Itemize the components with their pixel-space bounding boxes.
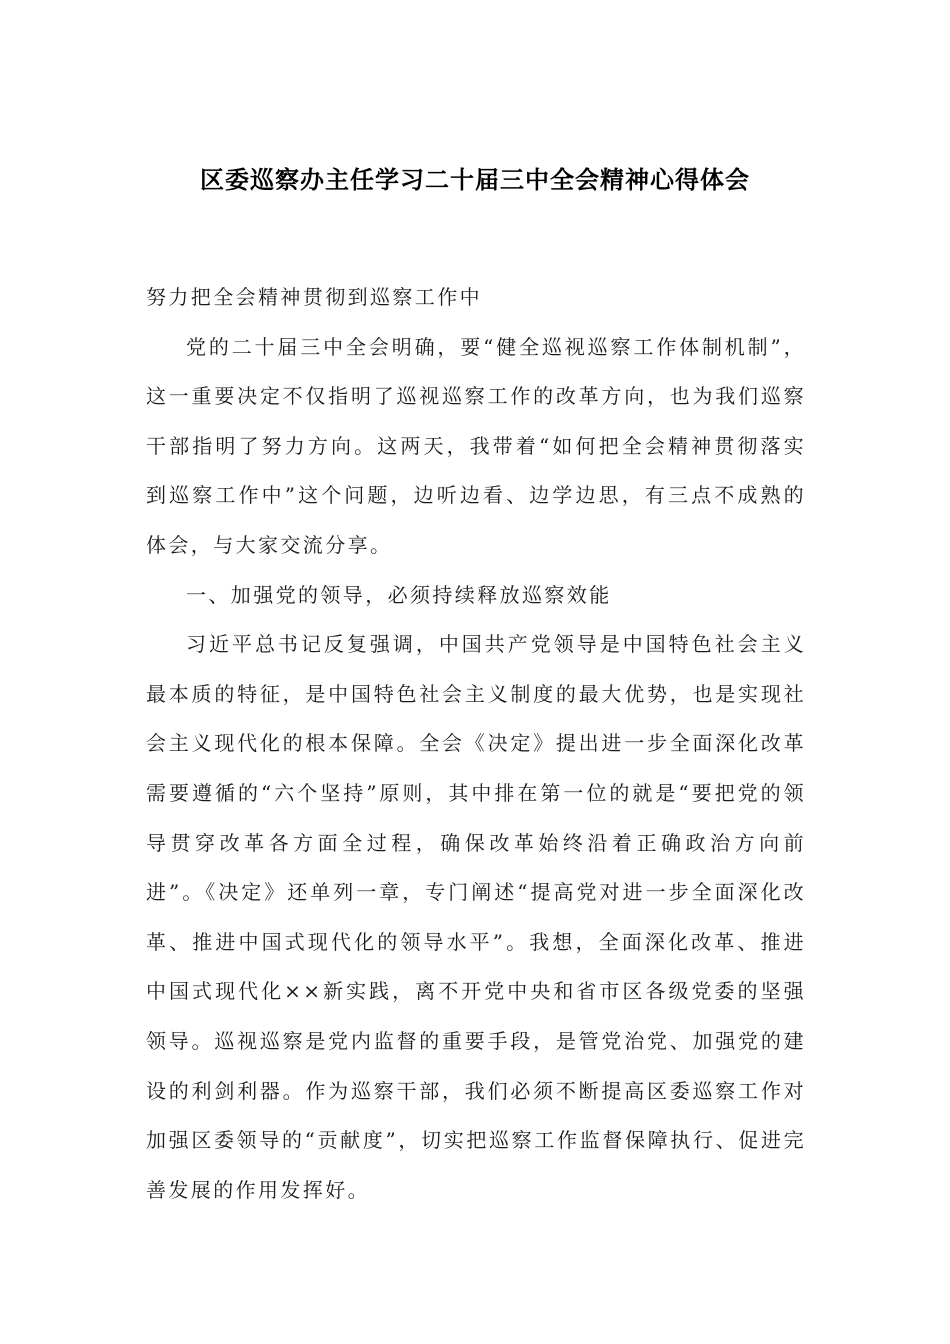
document-body: [146, 273, 806, 1215]
paragraph-section-1: 习近平总书记反复强调，中国共产党领导是中国特色社会主义最本质的特征，是中国特色社会主义制度的最大优势，也是实现社会主义现代化的根本保障。全会《决定》提出进一步全面深化改革需要遵循的“六个坚持”原则，其中排在第一位的就是“要把党的领导贯穿改革各方面全过程，确保改革始终沿着正确政治方向前进”。《决定》还单列一章，专门阐述“提高党对进一步全面深化改革、推进中国式现代化的领导水平”。我想，全面深化改革、推进中国式现代化××新实践，离不开党中央和省市区各级党委的坚强领导。巡视巡察是党内监督的重要手段，是管党治党、加强党的建设的利剑利器。作为巡察干部，我们必须不断提高区委巡察工作对加强区委领导的“贡献度”，切实把巡察工作监督保障执行、促进完善发展的作用发挥好。: [146, 632, 806, 1202]
document-title: 区委巡察办主任学习二十届三中全会精神心得体会: [200, 165, 750, 194]
paragraph-intro: 党的二十届三中全会明确，要“健全巡视巡察工作体制机制”，这一重要决定不仅指明了巡视巡察工作的改革方向，也为我们巡察干部指明了努力方向。这两天，我带着“如何把全会精神贯彻落实到巡察工作中”这个问题，边听边看、边学边思，有三点不成熟的体会，与大家交流分享。: [146, 334, 806, 557]
section-heading-1: 一、加强党的领导，必须持续释放巡察效能: [186, 582, 612, 607]
document-subtitle: 努力把全会精神贯彻到巡察工作中: [146, 285, 482, 309]
